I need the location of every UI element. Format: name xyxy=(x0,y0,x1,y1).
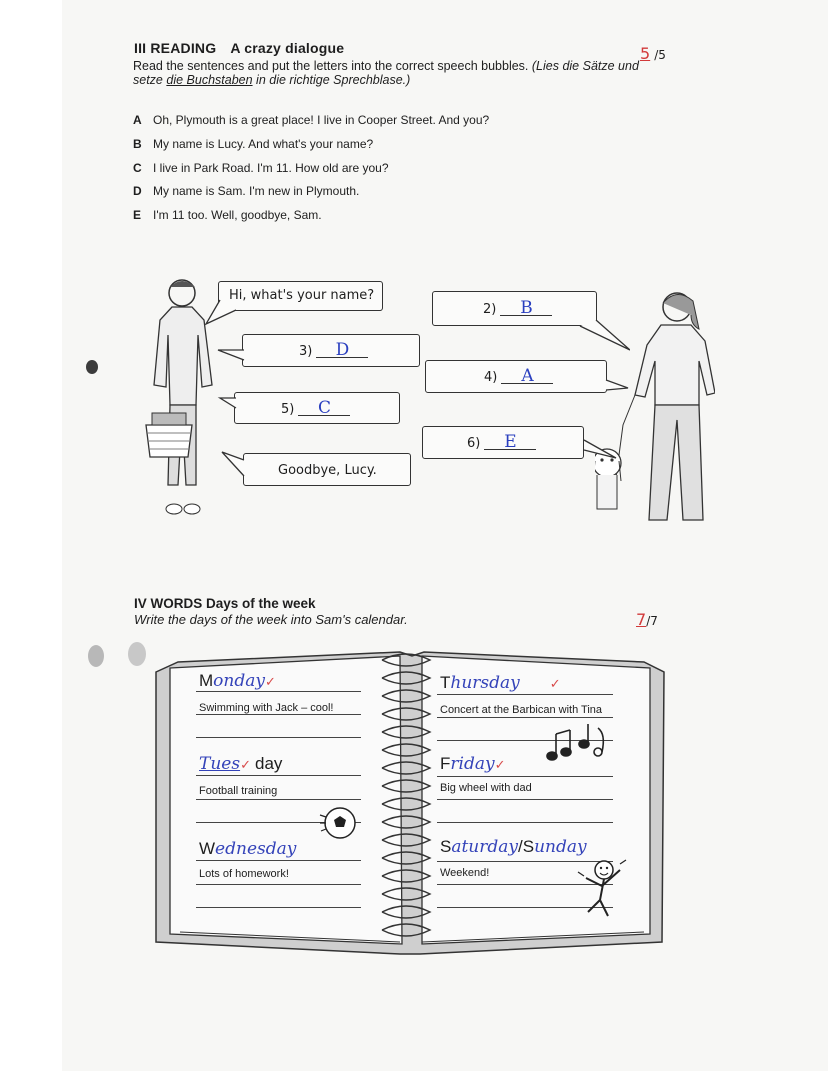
calendar-line xyxy=(196,860,361,861)
score: 7/7 xyxy=(636,610,658,629)
spiral-binding xyxy=(372,650,442,945)
note-thursday: Concert at the Barbican with Tina xyxy=(440,704,603,716)
speech-bubble-1: Hi, what's your name? xyxy=(218,281,383,311)
speech-bubble-2: 2) B xyxy=(432,291,597,326)
calendar-line xyxy=(196,691,361,692)
note-wednesday: Lots of homework! xyxy=(199,868,289,880)
speech-bubble-6: 6) E xyxy=(422,426,584,459)
speech-bubble-4: 4) A xyxy=(425,360,607,393)
calendar-line xyxy=(437,799,613,800)
calendar-line xyxy=(196,907,361,908)
day-monday[interactable]: Monday✓ xyxy=(199,671,276,691)
answer-blank[interactable]: A xyxy=(501,369,553,384)
day-tuesday[interactable]: Tues✓ day xyxy=(199,754,283,774)
option-d: D My name is Sam. I'm new in Plymouth. xyxy=(133,184,360,198)
calendar-line xyxy=(196,737,361,738)
section-heading: III READING A crazy dialogue xyxy=(134,40,345,56)
note-weekend: Weekend! xyxy=(440,867,490,879)
note-tuesday: Football training xyxy=(199,785,278,797)
option-a: A Oh, Plymouth is a great place! I live in Cooper Street. And you? xyxy=(133,113,490,127)
music-notes-icon xyxy=(544,722,608,766)
calendar-line xyxy=(437,694,613,695)
punch-hole xyxy=(88,645,104,667)
answer-blank[interactable]: C xyxy=(298,401,350,416)
answer-blank[interactable]: D xyxy=(316,343,368,358)
speech-bubble-7: Goodbye, Lucy. xyxy=(243,453,411,486)
note-friday: Big wheel with dad xyxy=(440,782,532,794)
calendar-line xyxy=(196,799,361,800)
day-friday[interactable]: Friday✓ xyxy=(440,754,506,774)
speech-bubble-3: 3) D xyxy=(242,334,420,367)
calendar-line xyxy=(196,714,361,715)
option-b: B My name is Lucy. And what's your name? xyxy=(133,137,374,151)
calendar-line xyxy=(437,776,613,777)
page-margin xyxy=(0,0,62,1071)
answer-blank[interactable]: E xyxy=(484,435,536,450)
option-e: E I'm 11 too. Well, goodbye, Sam. xyxy=(133,208,322,222)
calendar-line xyxy=(196,775,361,776)
football-icon xyxy=(318,803,360,843)
answer-blank[interactable]: B xyxy=(500,301,552,316)
speech-bubble-5: 5) C xyxy=(234,392,400,424)
score: 5 /5 xyxy=(640,44,666,63)
instruction: Read the sentences and put the letters into the correct speech bubbles. (Lies die Sätze und setze die Buchstaben in die richtige Sprechblase.) xyxy=(133,59,639,87)
punch-hole xyxy=(86,360,98,374)
speech-bubble-tails xyxy=(200,280,630,500)
day-saturday-sunday[interactable]: Saturday/Sunday xyxy=(440,837,587,857)
instruction: Write the days of the week into Sam's calendar. xyxy=(134,612,408,627)
section-heading: IV WORDS Days of the week xyxy=(134,596,316,611)
day-wednesday[interactable]: Wednesday xyxy=(199,839,297,859)
jumping-boy-icon xyxy=(568,852,638,922)
day-thursday[interactable]: Thursday ✓ xyxy=(440,673,561,693)
option-c: C I live in Park Road. I'm 11. How old are you? xyxy=(133,161,389,175)
calendar-line xyxy=(437,717,613,718)
note-monday: Swimming with Jack – cool! xyxy=(199,702,334,714)
calendar-line xyxy=(196,884,361,885)
punch-hole xyxy=(128,642,146,666)
calendar-line xyxy=(437,822,613,823)
